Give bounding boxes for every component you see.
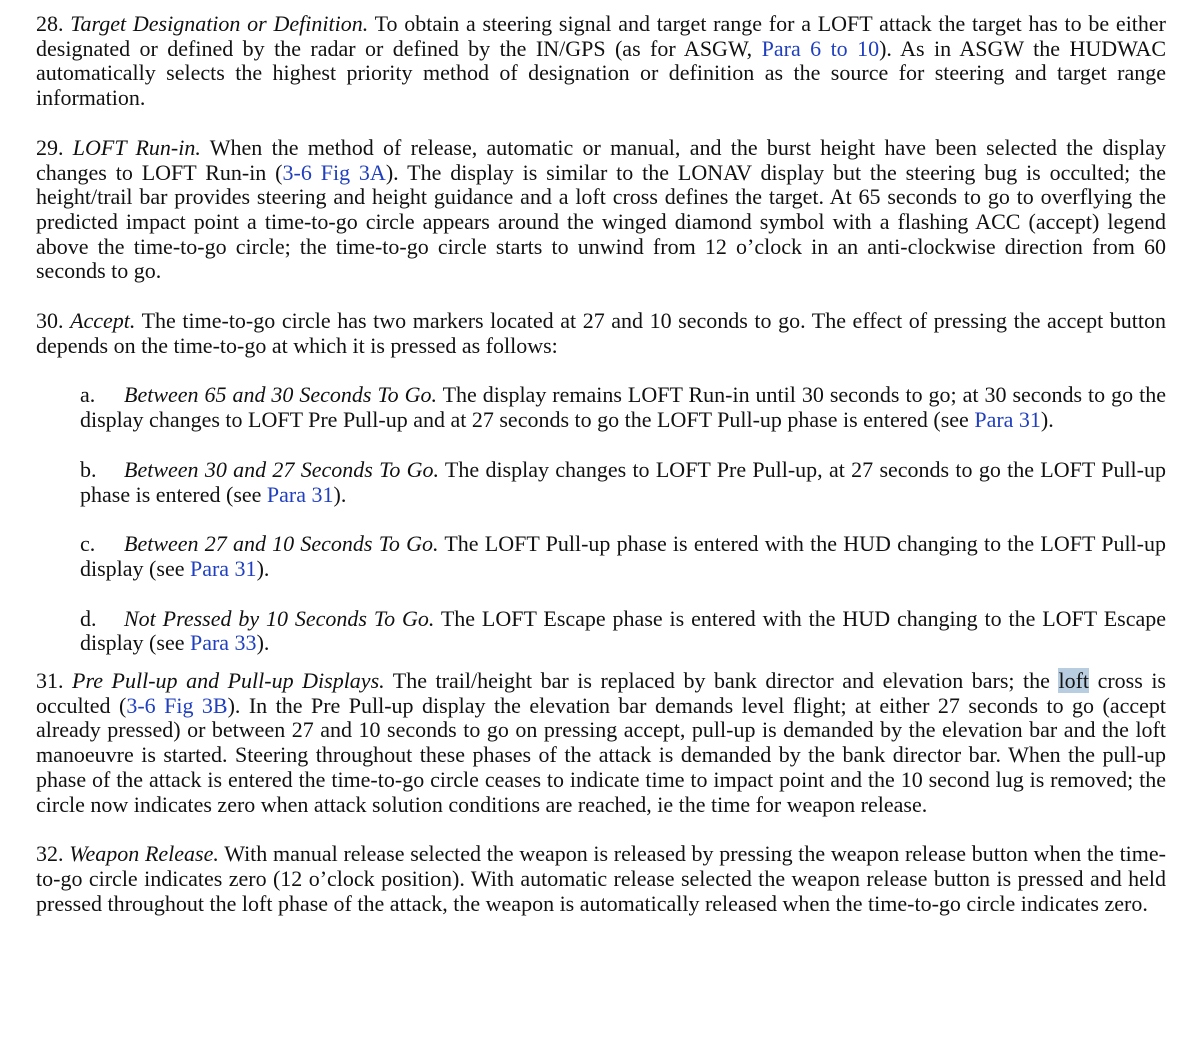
subparagraph-30c (80, 532, 1166, 581)
para-text: With manual release selected the weapon is released by pressing the weapon release button when the time-to-go circle indicates zero (12 o’clock position). With automatic release selected the weapon release button is pressed and held pressed throughout the loft phase of the attack, the weapon is automatically released when the time-to-go circle indicates zero. (36, 841, 1167, 916)
para-title: Accept. (70, 308, 136, 334)
subparagraph-30b (80, 458, 1166, 507)
subparagraph-30a (80, 383, 1166, 432)
para-number: 31. (36, 668, 64, 694)
document-page (36, 12, 1166, 941)
para-text: ). As in ASGW the HUDWAC automatically selects the highest priority method of designation or definition as the source for steering and target range information. (36, 35, 1167, 111)
para-text: ). The display is similar to the LONAV display but the steering bug is occulted; the height/trail bar provides steering and height guidance and a loft cross defines the target. At 65 seconds to go to overflying the predicted impact point a time-to-go circle appears around the winged diamond symbol with a flashing ACC (accept) legend above the time-to-go circle; the time-to-go circle starts to unwind from 12 o’clock in an anti-clockwise direction from 60 seconds to go. (36, 159, 1166, 284)
para-number: 28. (36, 11, 64, 36)
subpara-text: The LOFT Escape phase is entered with the HUD changing to the LOFT Escape display (see (80, 605, 1166, 656)
subpara-text: ). (256, 555, 270, 581)
subpara-text: The display remains LOFT Run-in until 30 seconds to go; at 30 seconds to go the display changes to LOFT Pre Pull-up and at 27 seconds to go the LOFT Pull-up phase is entered (see (80, 382, 1166, 433)
link-para-33[interactable]: Para 33 (189, 630, 257, 656)
para-title: LOFT Run-in. (72, 134, 201, 160)
text-selection-highlight[interactable]: loft (1058, 668, 1090, 694)
subpara-title: Not Pressed by 10 Seconds To Go. (124, 605, 435, 631)
para-title: Target Designation or Definition. (70, 11, 369, 36)
paragraph-31 (36, 669, 1166, 817)
paragraph-30 (36, 309, 1166, 358)
subpara-letter: a. (80, 382, 96, 408)
subpara-title: Between 30 and 27 Seconds To Go. (124, 456, 440, 482)
subpara-title: Between 65 and 30 Seconds To Go. (124, 382, 438, 408)
link-para-31[interactable]: Para 31 (974, 407, 1041, 433)
subpara-letter: d. (80, 605, 97, 631)
subpara-text: ). (333, 481, 347, 507)
link-para-31[interactable]: Para 31 (266, 481, 334, 507)
subpara-text: The display changes to LOFT Pre Pull-up, at 27 seconds to go the LOFT Pull-up phase is entered (see (80, 456, 1166, 507)
para-number: 29. (36, 134, 64, 160)
para-text: ). In the Pre Pull-up display the elevation bar demands level flight; at either 27 seconds to go (accept already pressed) or between 27 and 10 seconds to go on pressing accept, pull-up is demanded by the elevation bar and the loft manoeuvre is started. Steering throughout these phases of the attack is demanded by the bank director bar. When the pull-up phase of the attack is entered the time-to-go circle ceases to indicate time to impact point and the 10 second lug is removed; the circle now indicates zero when attack solution conditions are reached, ie the time for weapon release. (36, 692, 1166, 817)
paragraph-32 (36, 842, 1166, 916)
para-text: When the method of release, automatic or manual, and the burst height have been selected the display changes to LOFT Run-in ( (36, 134, 1167, 185)
subpara-letter: c. (80, 531, 96, 557)
para-text: The time-to-go circle has two markers located at 27 and 10 seconds to go. The effect of pressing the accept button depends on the time-to-go at which it is pressed as follows: (36, 308, 1167, 358)
para-text: cross is occulted ( (36, 668, 1166, 718)
link-fig-3b[interactable]: 3-6 Fig 3B (126, 692, 228, 718)
para-number: 30. (36, 308, 64, 334)
subpara-letter: b. (80, 456, 97, 482)
subpara-text: ). (256, 630, 270, 656)
paragraph-29 (36, 136, 1166, 284)
subpara-title: Between 27 and 10 Seconds To Go. (124, 531, 439, 557)
link-para-6-to-10[interactable]: Para 6 to 10 (761, 35, 880, 61)
para-title: Pre Pull-up and Pull-up Displays. (72, 668, 385, 694)
para-title: Weapon Release. (69, 841, 219, 867)
subpara-text: The LOFT Pull-up phase is entered with the HUD changing to the LOFT Pull-up display (see (80, 531, 1166, 581)
paragraph-28 (36, 12, 1166, 111)
para-text: To obtain a steering signal and target range for a LOFT attack the target has to be either designated or defined by the radar or defined by the IN/GPS (as for ASGW, (36, 11, 1167, 61)
link-para-31[interactable]: Para 31 (189, 555, 257, 581)
para-text: The trail/height bar is replaced by bank director and elevation bars; the (384, 668, 1059, 694)
subparagraph-30d (80, 607, 1166, 656)
link-fig-3a[interactable]: 3-6 Fig 3A (282, 159, 386, 185)
subpara-text: ). (1040, 407, 1054, 433)
para-number: 32. (36, 841, 64, 867)
